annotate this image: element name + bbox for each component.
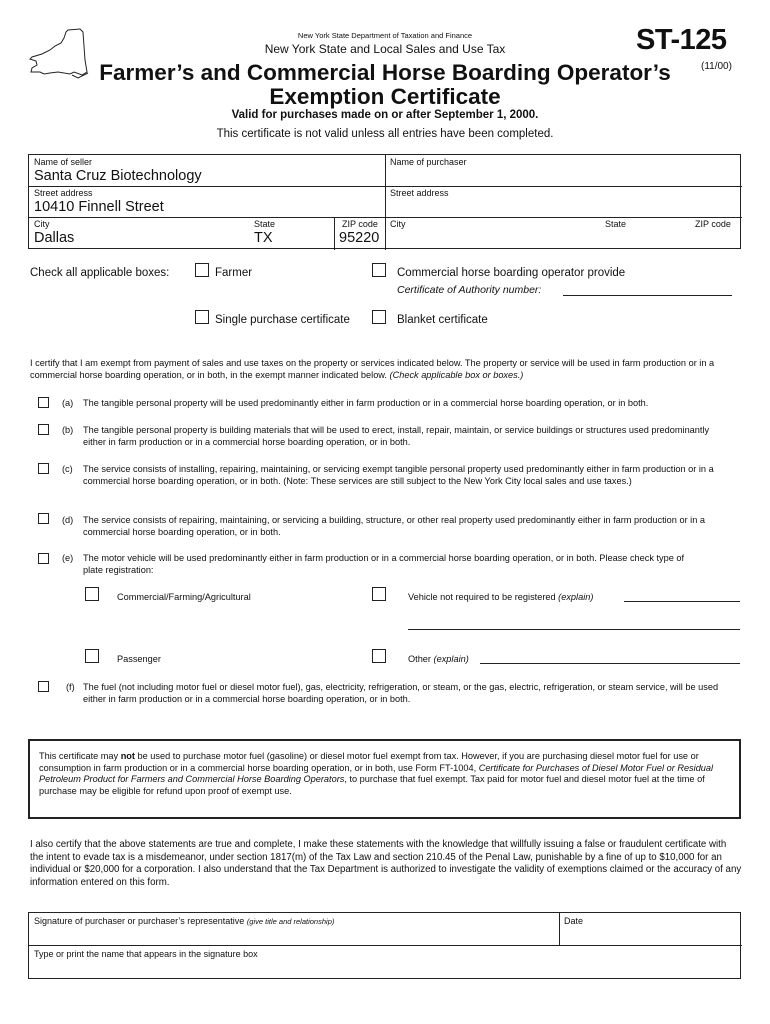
- item-f-checkbox[interactable]: [38, 681, 49, 692]
- signature-label: [34, 916, 334, 926]
- purchaser-name-field[interactable]: [390, 168, 735, 185]
- notice-emphasis: not: [120, 751, 135, 761]
- single-purchase-checkbox[interactable]: [195, 310, 209, 324]
- date-field[interactable]: [564, 927, 736, 944]
- seller-state-label: State: [254, 219, 276, 229]
- purchaser-name-label: Name of purchaser: [390, 157, 467, 167]
- plate-commercial-checkbox[interactable]: [85, 587, 99, 601]
- item-b-text: The tangible personal property is building materials that will be used to erect, install, repair, maintain, or service buildings or structures used predominantly either in farm production or in a commercial horse boarding operation, or in both.: [83, 425, 710, 447]
- plate-passenger-checkbox[interactable]: [85, 649, 99, 663]
- purchaser-state-label: State: [605, 219, 627, 229]
- certify-paragraph: [30, 358, 742, 381]
- item-a-checkbox[interactable]: [38, 397, 49, 408]
- plate-not-required-checkbox[interactable]: [372, 587, 386, 601]
- purchaser-city-label: City: [390, 219, 406, 229]
- seller-name-field[interactable]: Santa Cruz Biotechnology: [34, 168, 202, 184]
- title-line-1: Farmer’s and Commercial Horse Boarding Operator’s: [99, 60, 671, 85]
- purchaser-zip-label: ZIP code: [695, 219, 731, 229]
- item-c-text: The service consists of installing, repairing, maintaining, or servicing exempt tangible personal property used predominantly either in farm production or in a commercial horse boarding operation, or in both. (Note: These services are still subject to the New York City local sales and use taxes.): [83, 464, 714, 486]
- single-purchase-label: Single purchase certificate: [215, 314, 350, 326]
- signature-label-note: (give title and relationship): [246, 917, 335, 926]
- plate-not-required-explain: (explain): [558, 592, 594, 602]
- plate-not-required-text: Vehicle not required to be registered: [408, 592, 556, 602]
- purchaser-street-label: Street address: [390, 188, 449, 198]
- date-label: Date: [564, 916, 584, 926]
- item-a-letter: (a): [62, 398, 74, 408]
- seller-purchaser-grid: [28, 154, 741, 249]
- notice-part-1: This certificate may: [39, 751, 121, 761]
- notice-form-title: Certificate for Purchases of Diesel Motor Fuel or Residual Petroleum Product for Farmers and Commercial Horse Boarding Operators: [39, 762, 714, 784]
- form-title: [0, 61, 770, 109]
- form-number: ST-125: [636, 24, 727, 56]
- not-required-explain-field[interactable]: [624, 601, 740, 602]
- plate-other-checkbox[interactable]: [372, 649, 386, 663]
- purchaser-street-field[interactable]: [390, 199, 735, 216]
- plate-passenger-label: Passenger: [117, 654, 161, 664]
- motor-fuel-notice-text: [39, 751, 727, 797]
- commercial-horse-checkbox[interactable]: [372, 263, 386, 277]
- completion-notice: This certificate is not valid unless all entries have been completed.: [216, 128, 554, 140]
- item-d-text: The service consists of repairing, maintaining, or servicing a building, structure, or other real property used predominantly either in farm production or in a commercial horse boarding operation, or in both.: [83, 515, 705, 537]
- form-revision: (11/00): [701, 61, 732, 72]
- print-name-label: Type or print the name that appears in the signature box: [34, 949, 258, 959]
- plate-not-required-label: [408, 592, 593, 604]
- plate-other-label: [408, 654, 469, 666]
- signature-box: [28, 912, 741, 979]
- signature-field[interactable]: [34, 927, 554, 944]
- seller-city-field[interactable]: Dallas: [34, 230, 75, 246]
- other-explain-field[interactable]: [480, 663, 740, 664]
- valid-date-notice: Valid for purchases made on or after September 1, 2000.: [231, 109, 539, 121]
- not-required-explain-field-2[interactable]: [408, 629, 740, 630]
- title-line-2: Exemption Certificate: [269, 84, 501, 109]
- penalty-statement: I also certify that the above statements are true and complete, I make these statements with the knowledge that willfully issuing a false or fraudulent certificate with the intent to evade tax is a misdemeanor, under section 1817(m) of the Tax Law and section 210.45 of the Penal Law, punishable by a fine of up to $10,000 for an individual or $20,000 for a corporation. I also understand that the Tax Department is authorized to investigate the validity of exemptions claimed or the accuracy of any information entered on this form.: [30, 839, 742, 888]
- item-e-letter: (e): [62, 553, 74, 563]
- plate-other-text: Other: [408, 654, 431, 664]
- seller-city-label: City: [34, 219, 50, 229]
- form-subtitle: New York State and Local Sales and Use Tax: [264, 42, 506, 56]
- seller-state-field[interactable]: TX: [254, 230, 273, 246]
- department-name: New York State Department of Taxation and Finance: [297, 31, 473, 40]
- notice-part-2: be used to purchase motor fuel (gasoline) or diesel motor fuel exempt from tax. However, if you are purchasing diesel motor fuel for use or consumption in farm production or in a commercial horse boarding operation, or in both, use Form FT-1004,: [39, 751, 699, 773]
- seller-name-label: Name of seller: [34, 157, 93, 167]
- signature-label-text: Signature of purchaser or purchaser’s representative: [34, 916, 245, 926]
- blanket-certificate-label: Blanket certificate: [397, 314, 488, 326]
- certify-text: I certify that I am exempt from payment of sales and use taxes on the property or services indicated below. The property or service will be used in farm production or in a commercial horse boarding operation, or in both, in the exempt manner indicated below.: [30, 358, 715, 380]
- seller-zip-field[interactable]: 95220: [339, 230, 380, 246]
- certificate-authority-label: Certificate of Authority number:: [397, 284, 542, 296]
- item-d-checkbox[interactable]: [38, 513, 49, 524]
- notice-part-3: , to purchase that fuel exempt. Tax paid for motor fuel and diesel motor fuel at the time of purchase may be eligible for refund upon proof of exempt use.: [39, 774, 705, 796]
- item-e-checkbox[interactable]: [38, 553, 49, 564]
- print-name-field[interactable]: [34, 960, 734, 978]
- item-b-letter: (b): [62, 425, 74, 435]
- seller-zip-label: ZIP code: [342, 219, 378, 229]
- item-b-checkbox[interactable]: [38, 424, 49, 435]
- item-c-checkbox[interactable]: [38, 463, 49, 474]
- farmer-label: Farmer: [215, 267, 253, 279]
- item-c-letter: (c): [62, 464, 73, 474]
- plate-other-explain: (explain): [433, 654, 469, 664]
- commercial-horse-label: Commercial horse boarding operator provide: [397, 267, 626, 279]
- certificate-authority-field[interactable]: [563, 295, 732, 296]
- item-a-text: The tangible personal property will be used predominantly either in farm production or in a commercial horse boarding operation, or in both.: [83, 398, 649, 408]
- check-boxes-label: Check all applicable boxes:: [30, 267, 170, 279]
- item-f-text: The fuel (not including motor fuel or diesel motor fuel), gas, electricity, refrigeration, or steam, or the gas, electric, refrigeration, or steam service, will be used either in farm production or in a commercial horse boarding operation, or in both.: [83, 682, 719, 704]
- certify-instruction: (Check applicable box or boxes.): [389, 369, 524, 380]
- plate-commercial-label: Commercial/Farming/Agricultural: [117, 592, 251, 602]
- item-d-letter: (d): [62, 515, 74, 525]
- seller-street-label: Street address: [34, 188, 93, 198]
- farmer-checkbox[interactable]: [195, 263, 209, 277]
- seller-street-field[interactable]: 10410 Finnell Street: [34, 199, 164, 215]
- item-f-letter: (f): [66, 682, 75, 692]
- blanket-certificate-checkbox[interactable]: [372, 310, 386, 324]
- item-e-text: The motor vehicle will be used predominantly either in farm production or in a commercial horse boarding operation, or in both. Please check type of plate registration:: [83, 553, 685, 575]
- motor-fuel-notice-box: [28, 739, 741, 819]
